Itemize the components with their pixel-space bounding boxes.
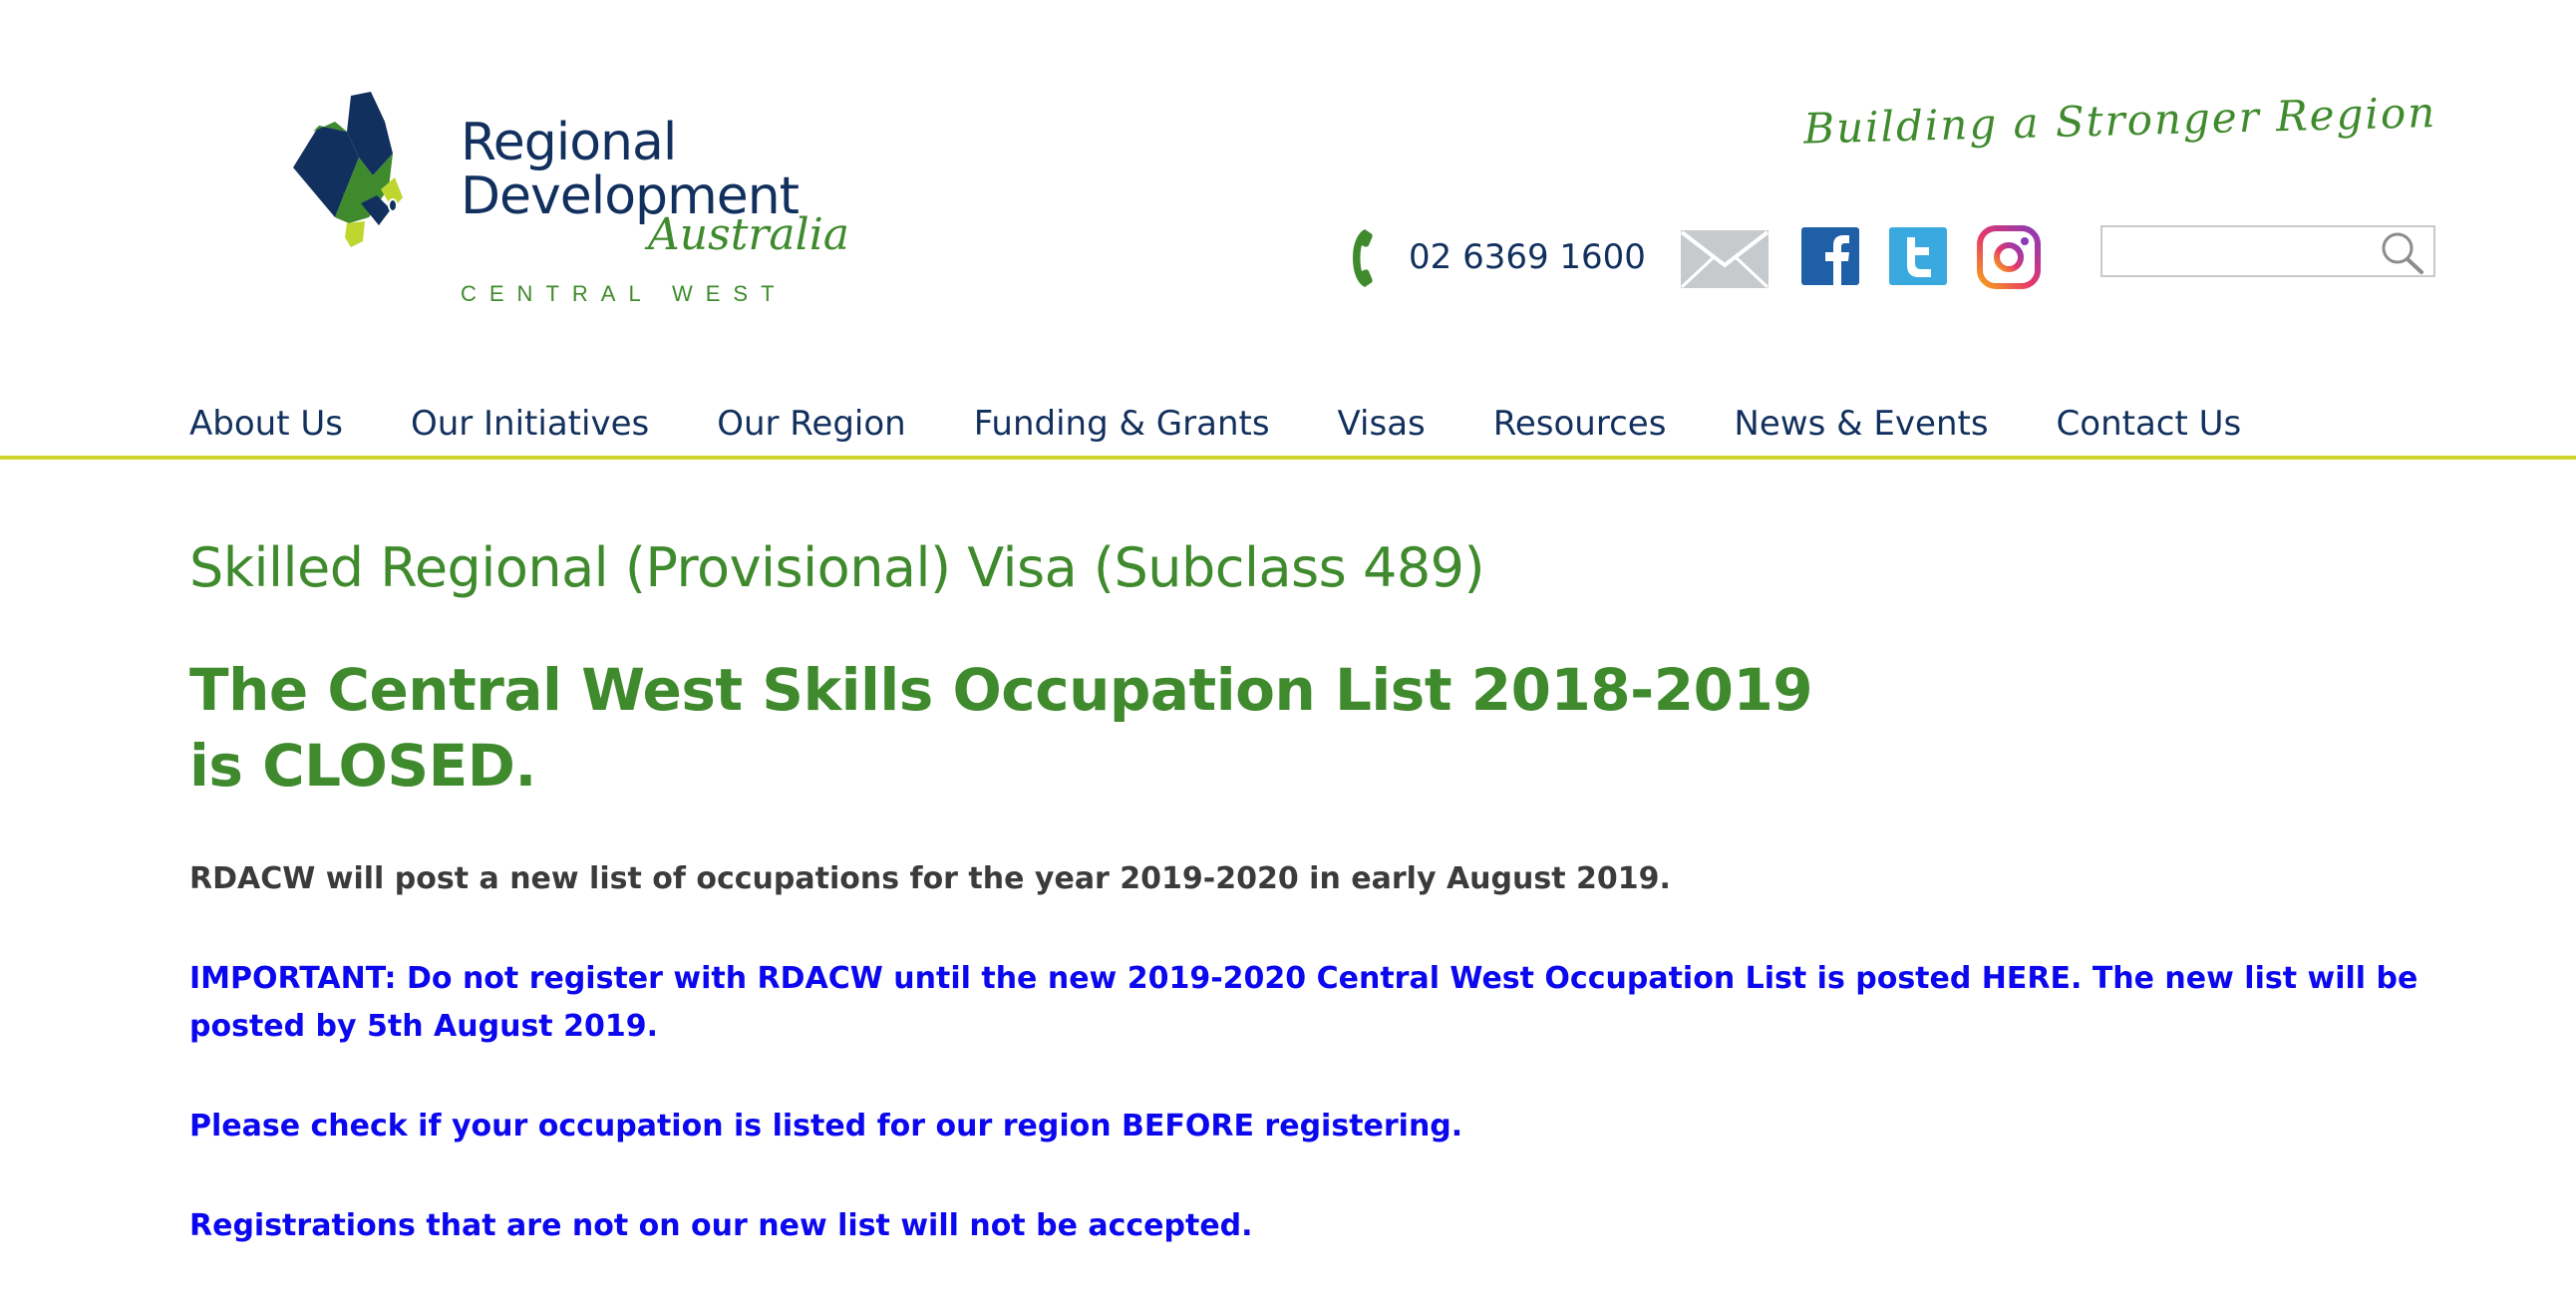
nav-divider — [0, 456, 2576, 460]
closed-notice-line-2: is CLOSED. — [189, 732, 536, 800]
nav-item-contact-us[interactable]: Contact Us — [2056, 404, 2242, 444]
twitter-icon[interactable] — [1889, 227, 1947, 285]
important-paragraph: IMPORTANT: Do not register with RDACW until the new 2019-2020 Central West Occupation List is posted HERE. The new list will be posted by 5th August 2019. — [189, 961, 2418, 1044]
facebook-icon[interactable] — [1801, 227, 1859, 285]
logo-text-development: Development — [461, 166, 800, 226]
phone-number[interactable]: 02 6369 1600 — [1409, 237, 1646, 277]
site-logo[interactable] — [289, 92, 850, 321]
phone-icon — [1351, 227, 1381, 289]
nav-item-about-us[interactable]: About Us — [189, 404, 343, 444]
logo-text-regional: Regional — [461, 113, 677, 172]
main-content — [189, 528, 2432, 1250]
closed-notice-line-1: The Central West Skills Occupation List 2018-2019 — [189, 656, 1813, 724]
check-occupation-paragraph: Please check if your occupation is listed for our region BEFORE registering. — [189, 1109, 1463, 1143]
main-nav — [189, 399, 2309, 449]
page-title: Skilled Regional (Provisional) Visa (Subclass 489) — [189, 536, 1485, 599]
header-utility-bar — [1351, 219, 2447, 299]
nav-item-visas[interactable]: Visas — [1337, 404, 1426, 444]
instagram-icon[interactable] — [1977, 225, 2041, 289]
nav-item-our-region[interactable]: Our Region — [717, 404, 906, 444]
search-box — [2100, 225, 2435, 277]
info-paragraph: RDACW will post a new list of occupations for the year 2019-2020 in early August 2019. — [189, 861, 1671, 896]
logo-text-central-west: CENTRAL WEST — [461, 281, 788, 306]
nav-item-funding-grants[interactable]: Funding & Grants — [973, 404, 1270, 444]
search-icon[interactable] — [2380, 231, 2425, 275]
logo-text-australia: Australia — [648, 209, 850, 260]
nav-item-news-events[interactable]: News & Events — [1734, 404, 1989, 444]
nav-item-our-initiatives[interactable]: Our Initiatives — [410, 404, 650, 444]
rda-logo-mark-icon — [289, 92, 449, 261]
search-input[interactable] — [2108, 231, 2372, 273]
site-tagline: Building a Stronger Region — [1802, 88, 2437, 154]
nav-item-resources[interactable]: Resources — [1492, 404, 1667, 444]
mail-icon[interactable] — [1680, 229, 1770, 289]
closed-notice-heading — [189, 652, 2432, 804]
registrations-paragraph: Registrations that are not on our new list will not be accepted. — [189, 1208, 1253, 1243]
